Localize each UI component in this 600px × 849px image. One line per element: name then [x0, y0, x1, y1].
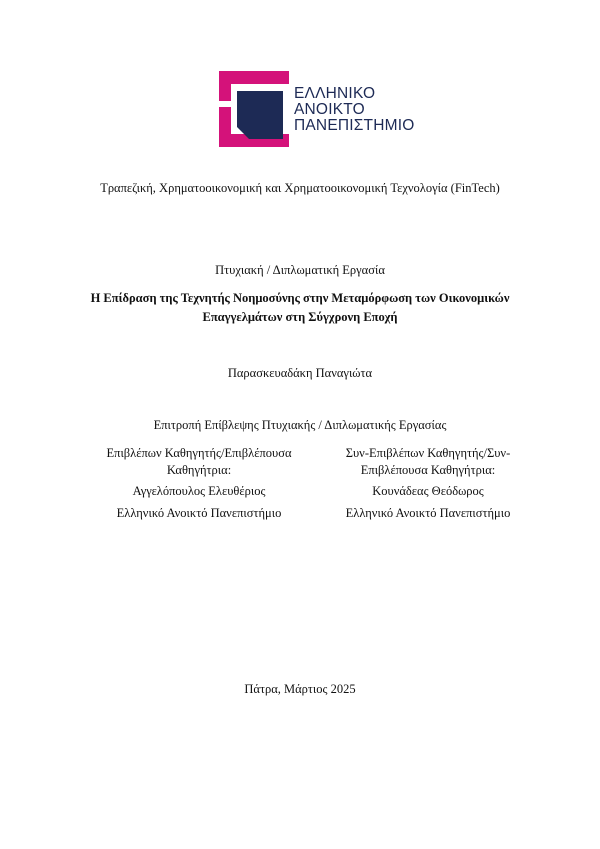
co-supervisor-name: Κουνάδεας Θεόδωρος — [372, 484, 484, 498]
thesis-title-line-1: Η Επίδραση της Τεχνητής Νοημοσύνης στην Μεταμόρφωση των Οικονομικών — [90, 291, 510, 305]
thesis-title-line-2: Επαγγελμάτων στη Σύγχρονη Εποχή — [202, 310, 398, 324]
thesis-type: Πτυχιακή / Διπλωματική Εργασία — [215, 263, 385, 277]
program-name: Τραπεζική, Χρηματοοικονομική και Χρηματοοικονομική Τεχνολογία (FinTech) — [100, 181, 500, 195]
logo-line-1: ΕΛΛΗΝΙΚΟ — [294, 85, 376, 102]
thesis-title — [0, 289, 600, 327]
co-supervisor-institution: Ελληνικό Ανοικτό Πανεπιστήμιο — [345, 506, 511, 520]
university-logo-text — [294, 86, 414, 134]
co-supervisor-role: Συν-Επιβλέπων Καθηγητής/Συν-Επιβλέπουσα Καθηγήτρια: — [345, 446, 511, 477]
place-date: Πάτρα, Μάρτιος 2025 — [244, 682, 356, 696]
committee-heading: Επιτροπή Επίβλεψης Πτυχιακής / Διπλωματικής Εργασίας — [153, 418, 447, 432]
supervisor-role: Επιβλέπων Καθηγητής/Επιβλέπουσα Καθηγήτρια: — [106, 446, 292, 477]
university-logo — [219, 71, 415, 147]
supervisor-name: Αγγελόπουλος Ελευθέριος — [132, 484, 266, 498]
logo-line-3: ΠΑΝΕΠΙΣΤΗΜΙΟ — [294, 117, 415, 134]
author-name: Παρασκευαδάκη Παναγιώτα — [227, 366, 373, 380]
university-logo-mark-icon — [219, 71, 289, 147]
logo-line-2: ΑΝΟΙΚΤΟ — [294, 101, 365, 118]
supervisor-institution: Ελληνικό Ανοικτό Πανεπιστήμιο — [116, 506, 282, 520]
